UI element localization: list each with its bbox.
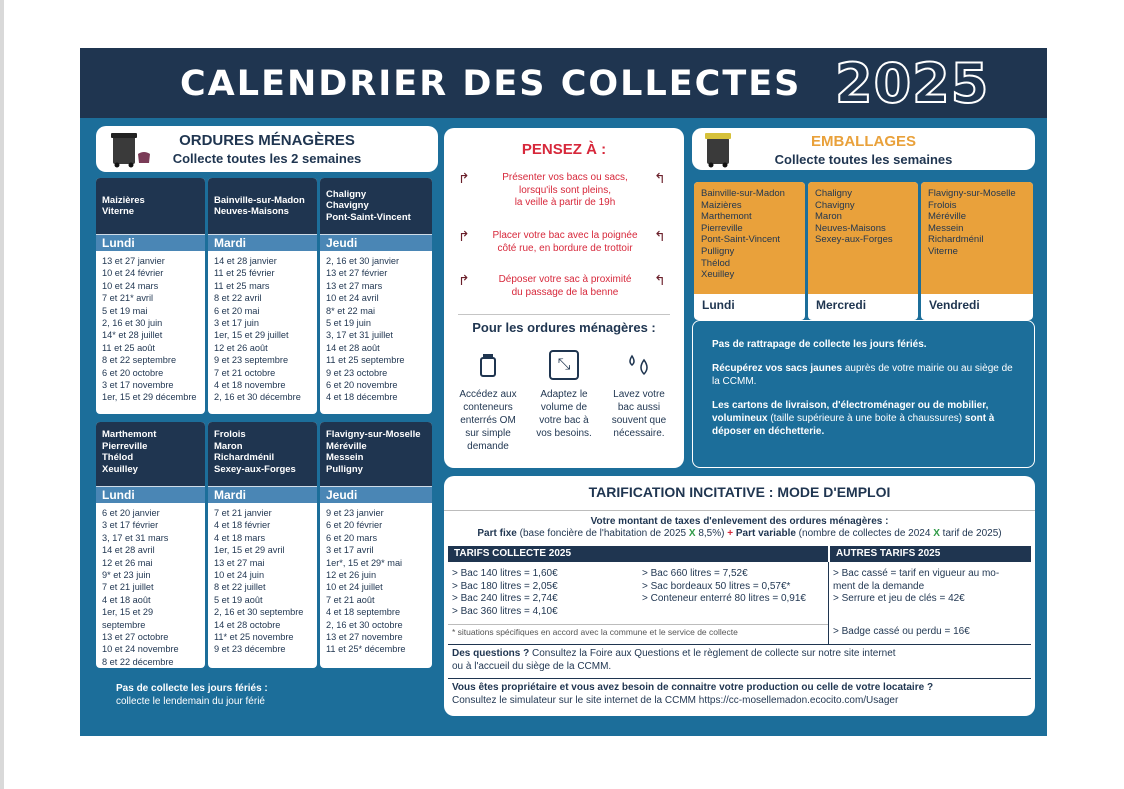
owner-text: Consultez le simulateur sur le site internet de la CCMM https://cc-mosellemadon.ecocito.com/Usager: [452, 694, 899, 706]
om-holiday-note-text: collecte le lendemain du jour férié: [116, 696, 265, 707]
reminder-title: PENSEZ À :: [521, 141, 607, 158]
reminder-item: Placer votre bac avec la poignée côté rue, en bordure de trottoir: [492, 230, 638, 254]
emb-note-bags: [712, 362, 1022, 388]
om-day: Mardi: [208, 486, 317, 503]
emb-towns: Flavigny-sur-Moselle Frolois Méréville Messein Richardménil Viterne: [921, 182, 1033, 294]
om-day: Jeudi: [320, 234, 432, 251]
emb-day: Mercredi: [816, 298, 867, 312]
curved-arrow-icon: ↰: [654, 272, 666, 288]
banner-year: 2025: [835, 52, 990, 115]
banner: [80, 48, 1047, 118]
collect-tariffs-col-a: > Bac 140 litres = 1,60€ > Bac 180 litres = 2,05€ > Bac 240 litres = 2,74€ > Bac 360 litres = 4,10€: [452, 568, 558, 617]
emb-day: Lundi: [702, 298, 735, 312]
owner-block: [452, 682, 933, 707]
emb-towns: Chaligny Chavigny Maron Neuves-Maisons Sexey-aux-Forges: [808, 182, 918, 294]
divider: [448, 644, 1031, 645]
curved-arrow-icon: ↱: [458, 170, 470, 186]
fixed-part-text: (base foncière de l'habitation de 2025: [516, 528, 689, 539]
questions-text: Consultez la Foire aux Questions et le règlement de collecte sur notre site internet ou à l'accueil du siège de la CCMM.: [452, 648, 896, 672]
om-column: [208, 422, 317, 668]
other-tariffs-b: > Badge cassé ou perdu = 16€: [833, 626, 970, 637]
recycling-bin-icon: [704, 130, 732, 168]
emb-note-bags-text: auprès de votre mairie ou au siège de la CCMM.: [712, 363, 1013, 387]
emb-title: EMBALLAGES: [811, 133, 916, 150]
om-day: Lundi: [96, 234, 205, 251]
om-dates: 13 et 27 janvier 10 et 24 février 10 et 24 mars 7 et 21* avril 5 et 19 mai 2, 16 et 30 juin 14* et 28 juillet 11 et 25 août 8 et 22 septembre 6 et 20 octobre 3 et 17 novembre 1er, 15 et 29 décembre: [102, 256, 197, 403]
om-holiday-note-title: Pas de collecte les jours fériés :: [116, 683, 268, 694]
om-dates: 14 et 28 janvier 11 et 25 février 11 et 25 mars 8 et 22 avril 6 et 20 mai 3 et 17 juin 1er, 15 et 29 juillet 12 et 26 août 9 et 23 septembre 7 et 21 octobre 4 et 18 novembre 2, 16 et 30 décembre: [214, 256, 301, 403]
emb-note-holiday-text: Pas de rattrapage de collecte les jours fériés.: [712, 339, 927, 350]
multiply-sign: X: [933, 528, 940, 539]
collect-tariffs-col-b: > Bac 660 litres = 7,52€ > Sac bordeaux 50 litres = 0,57€* > Conteneur enterré 80 litres = 0,91€: [642, 568, 806, 605]
om-towns: Marthemont Pierreville Thélod Xeuilley: [96, 422, 205, 486]
questions-bold: Des questions ?: [452, 648, 530, 659]
emb-note-cartons: [712, 399, 1022, 438]
resize-icon: ⤡: [549, 350, 579, 380]
om-subtitle: Collecte toutes les 2 semaines: [172, 151, 362, 166]
calendar-sheet: [80, 48, 1047, 736]
om-day: Lundi: [96, 486, 205, 503]
emb-note-cartons-mid: (taille supérieure à une boite à chaussures): [767, 413, 965, 424]
om-column: [96, 422, 205, 668]
variable-part-text: (nombre de collectes de 2024: [795, 528, 934, 539]
emb-note-bags-bold: Récupérez vos sacs jaunes: [712, 363, 843, 374]
emb-note-cartons-bold: Les cartons de livraison, d'électroménager ou de mobilier, volumineux: [712, 400, 989, 424]
bag-icon: [136, 148, 152, 164]
om-towns: Chaligny Chavigny Pont-Saint-Vincent: [320, 178, 432, 234]
om-header-card: [96, 126, 438, 172]
emb-subtitle: Collecte toutes les semaines: [774, 152, 953, 167]
reminder-box: [444, 128, 684, 468]
om-column: [320, 178, 432, 414]
page-edge: [0, 0, 4, 789]
tarif-title: TARIFICATION INCITATIVE : MODE D'EMPLOI: [588, 484, 891, 500]
om-towns: Maizières Viterne: [96, 178, 205, 234]
emb-day: Vendredi: [929, 298, 980, 312]
variable-part-label: Part variable: [733, 528, 796, 539]
reminder-item: Déposer votre sac à proximité du passage de la benne: [498, 274, 632, 298]
owner-question: Vous êtes propriétaire et vous avez besoin de connaitre votre production ou celle de votre locataire ?: [452, 682, 934, 693]
divider: [458, 314, 670, 315]
divider: [444, 510, 1035, 511]
trash-bin-icon: [110, 130, 138, 168]
other-tariffs-a: > Bac cassé = tarif en vigueur au mo- ment de la demande > Serrure et jeu de clés = 42€: [833, 568, 1000, 605]
emb-header-card: [692, 128, 1035, 170]
fixed-part-rate: 8,5%): [695, 528, 728, 539]
divider: [448, 678, 1031, 679]
om-dates: 6 et 20 janvier 3 et 17 février 3, 17 et 31 mars 14 et 28 avril 12 et 26 mai 9* et 23 juin 7 et 21 juillet 4 et 18 août 1er, 15 et 29 septembre 13 et 27 octobre 10 et 24 novembre 8 et 22 décembre: [102, 508, 179, 667]
divider: [448, 624, 828, 625]
curved-arrow-icon: ↱: [458, 272, 470, 288]
emb-column: [921, 182, 1033, 320]
fixed-part-label: Part fixe: [477, 528, 517, 539]
emb-column: [694, 182, 805, 320]
reminder-item: Présenter vos bacs ou sacs, lorsqu'ils sont pleins, la veille à partir de 19h: [502, 172, 628, 209]
om-towns: Flavigny-sur-Moselle Méréville Messein Pulligny: [320, 422, 432, 486]
om-dates: 9 et 23 janvier 6 et 20 février 6 et 20 mars 3 et 17 avril 1er*, 15 et 29* mai 12 et 26 juin 10 et 24 juillet 7 et 21 août 4 et 18 septembre 2, 16 et 30 octobre 13 et 27 novembre 11 et 25* décembre: [326, 508, 406, 655]
collect-tariffs-header: TARIFS COLLECTE 2025: [448, 546, 828, 562]
tarif-formula: [444, 528, 1035, 539]
curved-arrow-icon: ↰: [654, 170, 666, 186]
banner-title: CALENDRIER DES COLLECTES: [180, 64, 802, 104]
om-day: Jeudi: [320, 486, 432, 503]
emb-note-cartons-end: sont à déposer en déchetterie.: [712, 413, 995, 437]
other-tariffs-header: AUTRES TARIFS 2025: [830, 546, 1031, 562]
divider: [828, 562, 829, 644]
variable-part-end: tarif de 2025): [939, 528, 1002, 539]
multiply-sign: X: [688, 528, 696, 539]
om-dates: 7 et 21 janvier 4 et 18 février 4 et 18 mars 1er, 15 et 29 avril 13 et 27 mai 10 et 24 juin 8 et 22 juillet 5 et 19 août 2, 16 et 30 septembre 14 et 28 octobre 11* et 25 novembre 9 et 23 décembre: [214, 508, 304, 655]
emb-notes: [712, 338, 1022, 449]
drops-icon: [624, 350, 654, 380]
tarif-box: [444, 476, 1035, 716]
tip-text: Adaptez le volume de votre bac à vos besoins.: [536, 389, 592, 439]
emb-towns: Bainville-sur-Madon Maizières Marthemont Pierreville Pont-Saint-Vincent Pulligny Thélod Xeuilley: [694, 182, 805, 294]
om-day: Mardi: [208, 234, 317, 251]
tip-text: Accédez aux conteneurs enterrés OM sur simple demande: [459, 389, 517, 452]
om-title: ORDURES MÉNAGÈRES: [179, 132, 355, 149]
om-column: [96, 178, 205, 414]
questions-block: [452, 648, 896, 673]
emb-note-holiday: [712, 338, 1022, 351]
curved-arrow-icon: ↰: [654, 228, 666, 244]
tip-text: Lavez votre bac aussi souvent que nécessaire.: [611, 389, 667, 439]
om-towns: Bainville-sur-Madon Neuves-Maisons: [208, 178, 317, 234]
om-holiday-note: [116, 682, 268, 708]
plus-sign: +: [727, 528, 734, 539]
om-tips-title: Pour les ordures ménagères :: [472, 320, 656, 335]
container-icon: [473, 350, 503, 380]
om-towns: Frolois Maron Richardménil Sexey-aux-Forges: [208, 422, 317, 486]
emb-column: [808, 182, 918, 320]
tariff-footnote: * situations spécifiques en accord avec la commune et le service de collecte: [452, 627, 738, 637]
curved-arrow-icon: ↱: [458, 228, 470, 244]
om-column: [208, 178, 317, 414]
tarif-intro: Votre montant de taxes d'enlevement des ordures ménagères :: [590, 516, 889, 527]
om-dates: 2, 16 et 30 janvier 13 et 27 février 13 et 27 mars 10 et 24 avril 8* et 22 mai 5 et 19 juin 3, 17 et 31 juillet 14 et 28 août 11 et 25 septembre 9 et 23 octobre 6 et 20 novembre 4 et 18 décembre: [326, 256, 405, 403]
om-column: [320, 422, 432, 668]
